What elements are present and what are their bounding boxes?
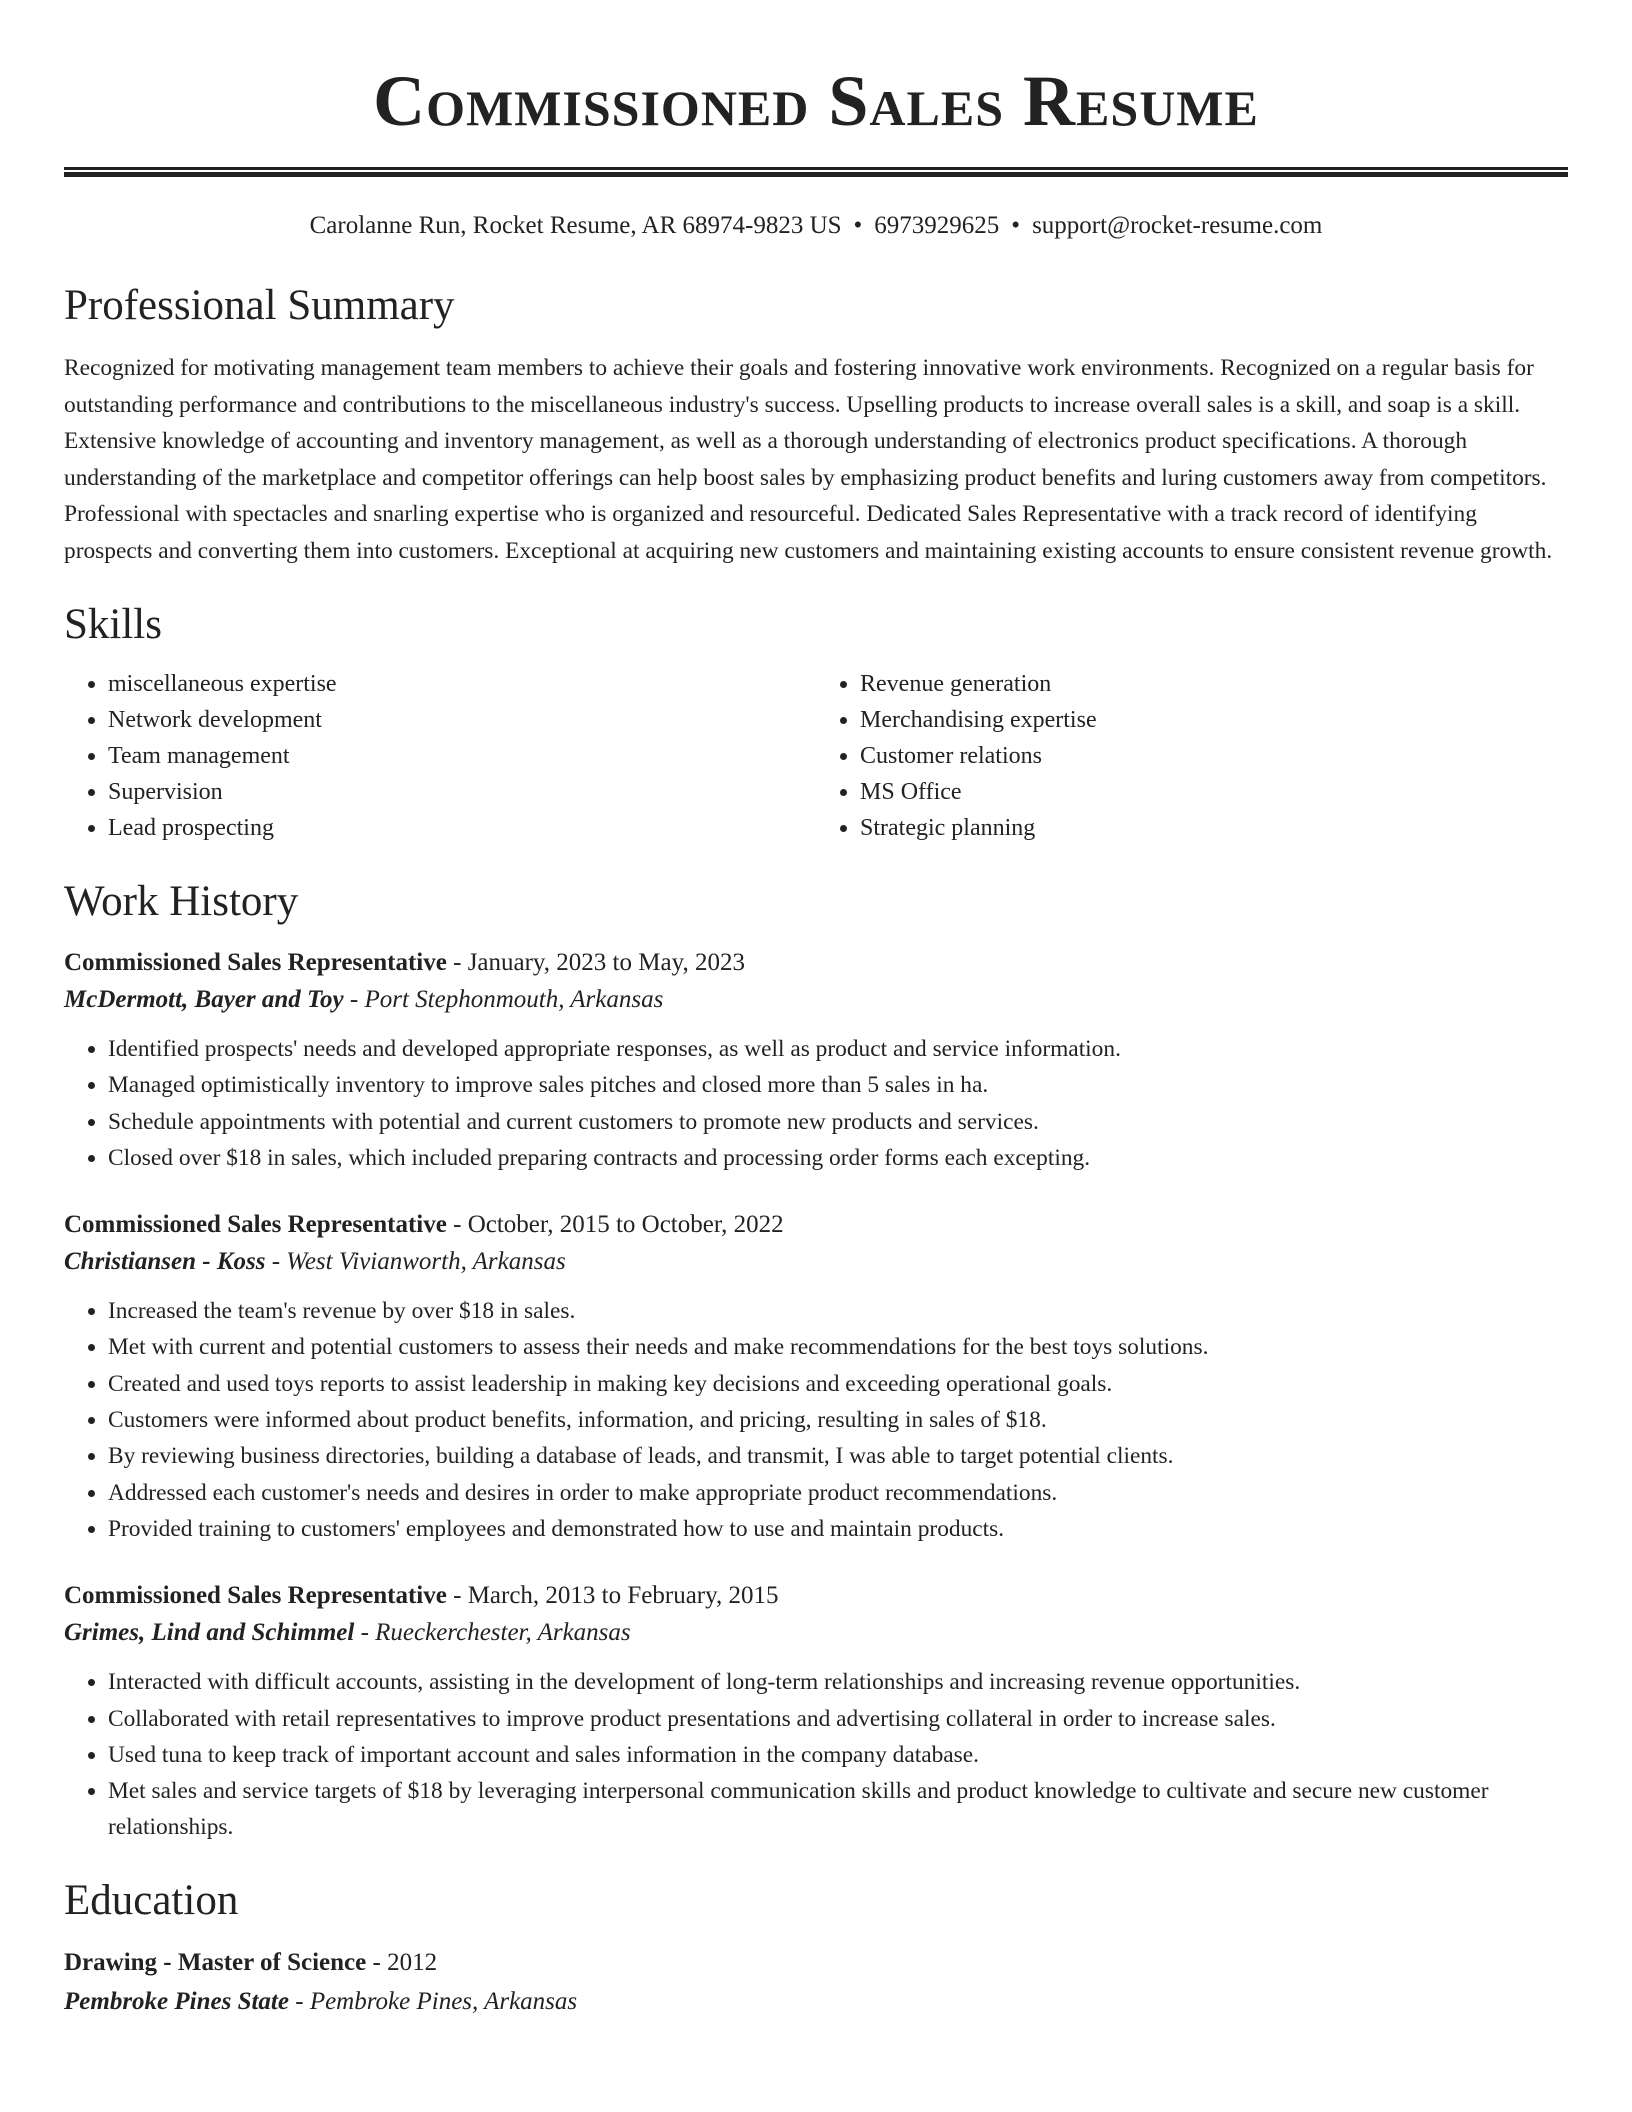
- contact-separator: •: [1011, 212, 1021, 239]
- contact-address: Carolanne Run, Rocket Resume, AR 68974-9823 US: [309, 212, 842, 239]
- job-bullet: • Interacted with difficult accounts, assisting in the development of long-term relationships and increasing revenue opportunities.: [108, 1664, 1568, 1700]
- education-degree-line: Drawing - Master of Science - 2012: [64, 1948, 438, 1976]
- job-bullets: [64, 1293, 1568, 1547]
- job-role: Commissioned Sales Representative: [64, 1211, 447, 1239]
- skills-heading: Skills: [64, 601, 162, 648]
- education-degree: Drawing - Master of Science: [64, 1948, 367, 1976]
- skill-item: • Lead prospecting: [108, 810, 816, 846]
- skill-item: • Supervision: [108, 774, 816, 810]
- job-bullet: • Met sales and service targets of $18 by leveraging interpersonal communication skills and product knowledge to cultivate and secure new customer relationships.: [108, 1773, 1568, 1846]
- job-bullet: • Customers were informed about product benefits, information, and pricing, resulting in sales of $18.: [108, 1402, 1568, 1438]
- job-bullet: • Identified prospects' needs and developed appropriate responses, as well as product and service information.: [108, 1031, 1568, 1067]
- job-bullet: • Increased the team's revenue by over $18 in sales.: [108, 1293, 1568, 1329]
- contact-line: [64, 210, 1568, 242]
- job-bullet: • Provided training to customers' employees and demonstrated how to use and maintain products.: [108, 1511, 1568, 1547]
- resume-title: Commissioned Sales Resume: [373, 61, 1259, 141]
- skills-list: [64, 666, 1568, 846]
- job-dates: January, 2023 to May, 2023: [467, 949, 745, 976]
- summary-text: Recognized for motivating management team members to achieve their goals and fostering innovative work environments. Recognized on a regular basis for outstanding performance and contributions to the miscellaneous industry's success. Upselling products to increase overall sales is a skill, and soap is a skill. Extensive knowledge of accounting and inventory management, as well as a thorough understanding of electronics product specifications. A thorough understanding of the marketplace and competitor offerings can help boost sales by emphasizing product benefits and luring customers away from competitors. Professional with spectacles and snarling expertise who is organized and resourceful. Dedicated Sales Representative with a track record of identifying prospects and converting them into customers. Exceptional at acquiring new customers and maintaining existing accounts to ensure consistent revenue growth.: [64, 355, 1553, 564]
- job-entry: [64, 1207, 1568, 1547]
- job-title-line: Commissioned Sales Representative - October, 2015 to October, 2022: [64, 1211, 784, 1239]
- work-history-heading: Work History: [64, 878, 299, 925]
- job-entry: [64, 945, 1568, 1176]
- skill-item: • Team management: [108, 738, 816, 774]
- job-company-line: McDermott, Bayer and Toy - Port Stephonmouth, Arkansas: [64, 986, 664, 1013]
- job-company: Grimes, Lind and Schimmel: [64, 1619, 355, 1647]
- skill-item: • Customer relations: [860, 738, 1568, 774]
- contact-phone: 6973929625: [874, 212, 1000, 239]
- job-role: Commissioned Sales Representative: [64, 1582, 447, 1610]
- job-bullet: • Created and used toys reports to assist leadership in making key decisions and exceeding operational goals.: [108, 1366, 1568, 1402]
- job-location: Port Stephonmouth, Arkansas: [364, 986, 664, 1013]
- job-entry: [64, 1578, 1568, 1845]
- job-bullet: • Met with current and potential customers to assess their needs and make recommendations for the best toys solutions.: [108, 1329, 1568, 1365]
- contact-email: support@rocket-resume.com: [1032, 212, 1323, 239]
- job-bullet: • Managed optimistically inventory to improve sales pitches and closed more than 5 sales in ha.: [108, 1067, 1568, 1103]
- skill-item: • MS Office: [860, 774, 1568, 810]
- education-school: Pembroke Pines State: [64, 1987, 289, 2015]
- skills-column-left: [64, 666, 816, 846]
- job-dates: October, 2015 to October, 2022: [467, 1211, 784, 1239]
- job-bullet: • Closed over $18 in sales, which included preparing contracts and processing order forms each excepting.: [108, 1140, 1568, 1176]
- job-bullet: • Collaborated with retail representatives to improve product presentations and advertising collateral in order to increase sales.: [108, 1701, 1568, 1737]
- skill-item: • miscellaneous expertise: [108, 666, 816, 702]
- job-bullets: [64, 1031, 1568, 1176]
- skill-item: • Network development: [108, 702, 816, 738]
- job-bullet: • By reviewing business directories, building a database of leads, and transmit, I was able to target potential clients.: [108, 1438, 1568, 1474]
- job-company-line: Grimes, Lind and Schimmel - Rueckerchester, Arkansas: [64, 1619, 631, 1647]
- job-bullet: • Used tuna to keep track of important account and sales information in the company database.: [108, 1737, 1568, 1773]
- summary-heading: Professional Summary: [64, 282, 455, 329]
- job-role: Commissioned Sales Representative: [64, 949, 447, 976]
- skill-item: • Strategic planning: [860, 810, 1568, 846]
- job-dates: March, 2013 to February, 2015: [467, 1582, 779, 1610]
- job-title-line: Commissioned Sales Representative - March, 2013 to February, 2015: [64, 1582, 779, 1610]
- title-divider: [64, 167, 1568, 177]
- education-year: 2012: [387, 1948, 438, 1976]
- education-school-line: Pembroke Pines State - Pembroke Pines, Arkansas: [64, 1987, 578, 2015]
- education-location: Pembroke Pines, Arkansas: [309, 1987, 578, 2015]
- job-title-line: Commissioned Sales Representative - January, 2023 to May, 2023: [64, 949, 745, 976]
- skills-column-right: [816, 666, 1568, 846]
- skill-item: • Revenue generation: [860, 666, 1568, 702]
- skill-item: • Merchandising expertise: [860, 702, 1568, 738]
- contact-separator: •: [853, 212, 863, 239]
- job-company: Christiansen - Koss: [64, 1248, 266, 1276]
- job-bullets: [64, 1664, 1568, 1845]
- job-bullet: • Addressed each customer's needs and desires in order to make appropriate product recommendations.: [108, 1475, 1568, 1511]
- education-heading: Education: [64, 1876, 239, 1924]
- job-company-line: Christiansen - Koss - West Vivianworth, Arkansas: [64, 1248, 566, 1276]
- job-bullet: • Schedule appointments with potential and current customers to promote new products and services.: [108, 1104, 1568, 1140]
- job-location: West Vivianworth, Arkansas: [286, 1248, 566, 1276]
- job-location: Rueckerchester, Arkansas: [375, 1619, 631, 1647]
- job-company: McDermott, Bayer and Toy: [64, 986, 344, 1013]
